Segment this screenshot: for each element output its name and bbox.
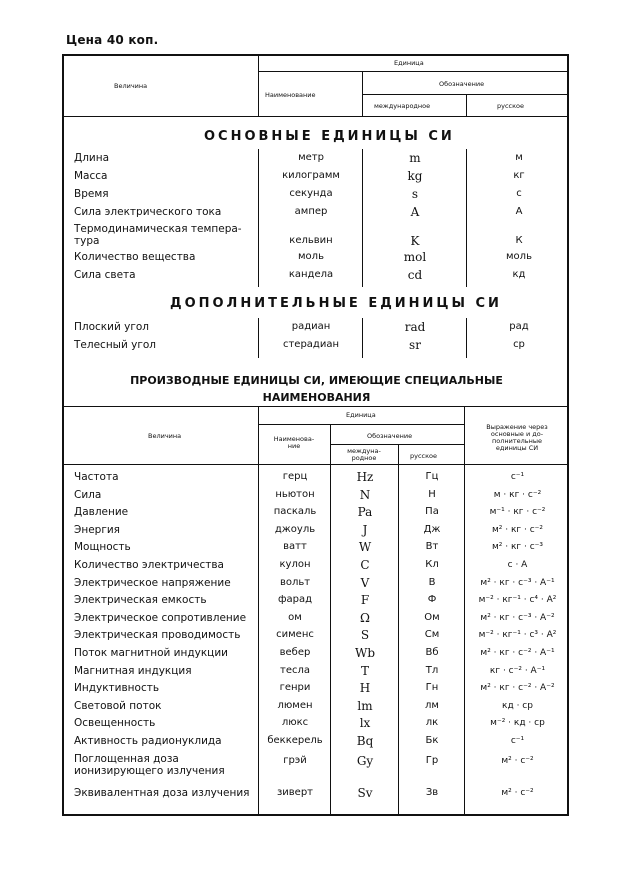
header-name: Наименование — [265, 91, 316, 99]
russian-symbol-cell: Ф — [427, 594, 437, 606]
intl-symbol-cell: S — [360, 628, 370, 643]
table-row — [64, 753, 571, 783]
russian-symbol-cell: Ом — [424, 611, 440, 623]
unit-name-cell: люкс — [281, 717, 309, 729]
table-row — [64, 682, 571, 700]
russian-symbol-cell: моль — [506, 251, 532, 262]
unit-name-cell: метр — [298, 152, 324, 163]
intl-symbol-cell: s — [411, 187, 419, 201]
expression-cell: м² · кг · с⁻³ — [491, 542, 544, 553]
intl-symbol-cell: V — [360, 575, 370, 590]
quantity-cell: Электрическая проводимость — [74, 629, 241, 642]
expression-cell: м² · кг · с⁻² — [491, 524, 544, 535]
russian-symbol-cell: Тл — [425, 664, 439, 676]
intl-symbol-cell: J — [362, 522, 368, 537]
russian-symbol-cell: Гц — [425, 471, 439, 482]
derived-header-international: междуна- родное — [347, 447, 381, 462]
expression-cell: кд · ср — [502, 700, 533, 711]
table-row — [64, 787, 571, 805]
expression-cell: м · кг · с⁻² — [493, 489, 542, 500]
unit-name-cell: кулон — [279, 559, 311, 570]
header-russian: русское — [497, 102, 525, 110]
intl-symbol-cell: lm — [357, 698, 373, 713]
expression-cell: с⁻¹ — [510, 736, 525, 746]
quantity-cell: Сила света — [74, 269, 136, 281]
quantity-cell: Телесный угол — [74, 339, 157, 351]
quantity-cell: Активность радионуклида — [74, 735, 222, 747]
intl-symbol-cell: m — [409, 151, 421, 165]
expression-cell: м² · кг · с⁻² · А⁻² — [480, 683, 555, 694]
derived-header-quantity: Величина — [148, 432, 182, 440]
expression-cell: м⁻² · кд · ср — [490, 718, 545, 729]
quantity-cell: Количество вещества — [74, 251, 196, 263]
table-row — [64, 629, 571, 647]
unit-name-cell: фарад — [277, 594, 313, 606]
table-row — [64, 665, 571, 683]
unit-name-cell: тесла — [280, 664, 310, 676]
quantity-cell: Мощность — [74, 541, 131, 554]
intl-symbol-cell: kg — [407, 169, 423, 183]
quantity-cell: Сила — [74, 488, 102, 501]
russian-symbol-cell: ср — [513, 339, 525, 350]
russian-symbol-cell: лм — [425, 699, 439, 711]
russian-symbol-cell: Гн — [425, 682, 439, 694]
intl-symbol-cell: N — [359, 487, 371, 502]
section-supplementary-units-title: ДОПОЛНИТЕЛЬНЫЕ ЕДИНИЦЫ СИ — [170, 296, 502, 311]
expression-cell: м⁻¹ · кг · с⁻² — [489, 507, 546, 518]
unit-name-cell: ватт — [283, 541, 307, 553]
table-row — [64, 188, 571, 206]
quantity-cell: Термодинамическая темпера- тура — [74, 223, 242, 247]
quantity-cell: Магнитная индукция — [74, 664, 192, 677]
header-designation: Обозначение — [439, 80, 485, 88]
expression-cell: м² · с⁻² — [501, 787, 534, 798]
header-international: международное — [374, 102, 431, 110]
table-row — [64, 170, 571, 188]
quantity-cell: Масса — [74, 170, 108, 182]
intl-symbol-cell: Ω — [360, 610, 370, 625]
quantity-cell: Поток магнитной индукции — [74, 647, 228, 659]
expression-cell: м² · кг · с⁻³ · А⁻² — [480, 612, 555, 623]
intl-symbol-cell: T — [360, 663, 369, 678]
table-row — [64, 506, 571, 524]
si-units-table — [62, 54, 569, 816]
section-derived-units-title: ПРОИЗВОДНЫЕ ЕДИНИЦЫ СИ, ИМЕЮЩИЕ СПЕЦИАЛЬНЫЕ НАИМЕНОВАНИЯ — [130, 374, 503, 404]
russian-symbol-cell: м — [515, 152, 523, 163]
table-row — [64, 541, 571, 559]
table-row — [64, 152, 571, 170]
intl-symbol-cell: Gy — [356, 753, 374, 768]
unit-name-cell: сименс — [276, 629, 314, 641]
russian-symbol-cell: Бк — [425, 735, 439, 746]
unit-name-cell: джоуль — [274, 523, 316, 535]
russian-symbol-cell: Вб — [425, 647, 439, 658]
table-row — [64, 577, 571, 595]
russian-symbol-cell: Па — [425, 506, 439, 518]
quantity-cell: Количество электричества — [74, 559, 224, 571]
table-row — [64, 339, 571, 357]
intl-symbol-cell: cd — [407, 268, 423, 282]
unit-name-cell: ампер — [294, 206, 328, 217]
intl-symbol-cell: Wb — [354, 646, 375, 660]
unit-name-cell: грэй — [283, 754, 307, 766]
table-row — [64, 321, 571, 339]
intl-symbol-cell: sr — [409, 338, 421, 352]
russian-symbol-cell: См — [424, 629, 440, 641]
quantity-cell: Давление — [74, 506, 129, 519]
unit-name-cell: кандела — [288, 269, 334, 280]
expression-cell: с · А — [507, 560, 528, 570]
quantity-cell: Электрическое напряжение — [74, 576, 231, 589]
table-row — [64, 269, 571, 287]
table-row — [64, 612, 571, 630]
section-base-units-title: ОСНОВНЫЕ ЕДИНИЦЫ СИ — [204, 129, 455, 144]
intl-symbol-cell: lx — [359, 716, 371, 731]
russian-symbol-cell: А — [515, 206, 523, 217]
russian-symbol-cell: кг — [513, 170, 525, 181]
unit-name-cell: моль — [298, 251, 324, 262]
unit-name-cell: кельвин — [289, 235, 333, 246]
russian-symbol-cell: лк — [425, 717, 439, 729]
derived-header-unit: Единица — [346, 411, 376, 419]
quantity-cell: Освещенность — [74, 717, 156, 730]
expression-cell: м⁻² · кг⁻¹ · с⁴ · А² — [478, 595, 557, 606]
table-row — [64, 471, 571, 489]
quantity-cell: Поглощенная доза ионизирующего излучения — [74, 752, 225, 777]
table-row — [64, 524, 571, 542]
header-quantity: Величина — [114, 82, 148, 90]
quantity-cell: Световой поток — [74, 699, 162, 712]
unit-name-cell: стерадиан — [282, 339, 340, 350]
russian-symbol-cell: В — [428, 576, 436, 588]
intl-symbol-cell: C — [360, 558, 370, 572]
russian-symbol-cell: с — [516, 188, 522, 199]
unit-name-cell: ом — [288, 611, 302, 623]
table-row — [64, 735, 571, 753]
price-label: Цена 40 коп. — [66, 33, 159, 47]
table-row — [64, 717, 571, 735]
intl-symbol-cell: A — [410, 205, 420, 219]
unit-name-cell: герц — [282, 471, 308, 482]
derived-header-expression: Выражение через основные и до- полнительные единицы СИ — [486, 423, 548, 452]
unit-name-cell: зиверт — [276, 786, 314, 798]
unit-name-cell: генри — [279, 682, 311, 694]
unit-name-cell: секунда — [289, 188, 333, 199]
unit-name-cell: паскаль — [273, 506, 317, 518]
russian-symbol-cell: кд — [512, 269, 526, 280]
quantity-cell: Время — [74, 188, 109, 200]
intl-symbol-cell: Bq — [356, 734, 374, 748]
quantity-cell: Частота — [74, 471, 119, 483]
intl-symbol-cell: W — [358, 540, 372, 555]
unit-name-cell: беккерель — [267, 735, 323, 746]
expression-cell: с⁻¹ — [510, 472, 525, 482]
expression-cell: м⁻² · кг⁻¹ · с³ · А² — [478, 630, 557, 641]
quantity-cell: Сила электрического тока — [74, 206, 222, 218]
table-row — [64, 206, 571, 224]
quantity-cell: Индуктивность — [74, 682, 160, 695]
expression-cell: кг · с⁻² · А⁻¹ — [489, 665, 546, 676]
intl-symbol-cell: F — [360, 593, 370, 608]
russian-symbol-cell: Кл — [425, 559, 439, 570]
derived-header-russian: русское — [410, 452, 438, 460]
expression-cell: м² · кг · с⁻² · А⁻¹ — [480, 648, 555, 658]
unit-name-cell: люмен — [277, 699, 313, 711]
table-row — [64, 647, 571, 665]
table-row — [64, 559, 571, 577]
unit-name-cell: ньютон — [275, 488, 315, 500]
expression-cell: м² · кг · с⁻³ · А⁻¹ — [480, 577, 555, 588]
derived-header-designation: Обозначение — [367, 432, 413, 440]
russian-symbol-cell: рад — [509, 321, 529, 332]
intl-symbol-cell: rad — [404, 320, 426, 334]
unit-name-cell: радиан — [291, 321, 331, 332]
quantity-cell: Длина — [74, 152, 110, 164]
intl-symbol-cell: Pa — [357, 505, 373, 520]
table-row — [64, 251, 571, 269]
derived-header-name: Наименова- ние — [273, 435, 315, 450]
quantity-cell: Электрическая емкость — [74, 594, 207, 607]
quantity-cell: Электрическое сопротивление — [74, 611, 247, 624]
unit-name-cell: вольт — [279, 576, 311, 588]
russian-symbol-cell: К — [515, 235, 523, 246]
russian-symbol-cell: Н — [428, 488, 436, 500]
intl-symbol-cell: H — [359, 681, 371, 696]
intl-symbol-cell: K — [410, 234, 420, 248]
table-row — [64, 489, 571, 507]
table-row — [64, 700, 571, 718]
intl-symbol-cell: Sv — [357, 785, 373, 800]
russian-symbol-cell: Дж — [423, 523, 441, 535]
russian-symbol-cell: Вт — [425, 541, 439, 553]
unit-name-cell: килограмм — [282, 170, 340, 181]
header-unit: Единица — [394, 59, 424, 67]
unit-name-cell: вебер — [279, 647, 311, 658]
table-row — [64, 223, 571, 251]
table-row — [64, 594, 571, 612]
expression-cell: м² · с⁻² — [501, 755, 534, 766]
intl-symbol-cell: mol — [403, 250, 427, 264]
quantity-cell: Эквивалентная доза излучения — [74, 786, 250, 799]
russian-symbol-cell: Гр — [425, 754, 439, 766]
quantity-cell: Энергия — [74, 523, 120, 536]
intl-symbol-cell: Hz — [356, 470, 374, 484]
russian-symbol-cell: Зв — [425, 786, 439, 798]
quantity-cell: Плоский угол — [74, 321, 149, 333]
